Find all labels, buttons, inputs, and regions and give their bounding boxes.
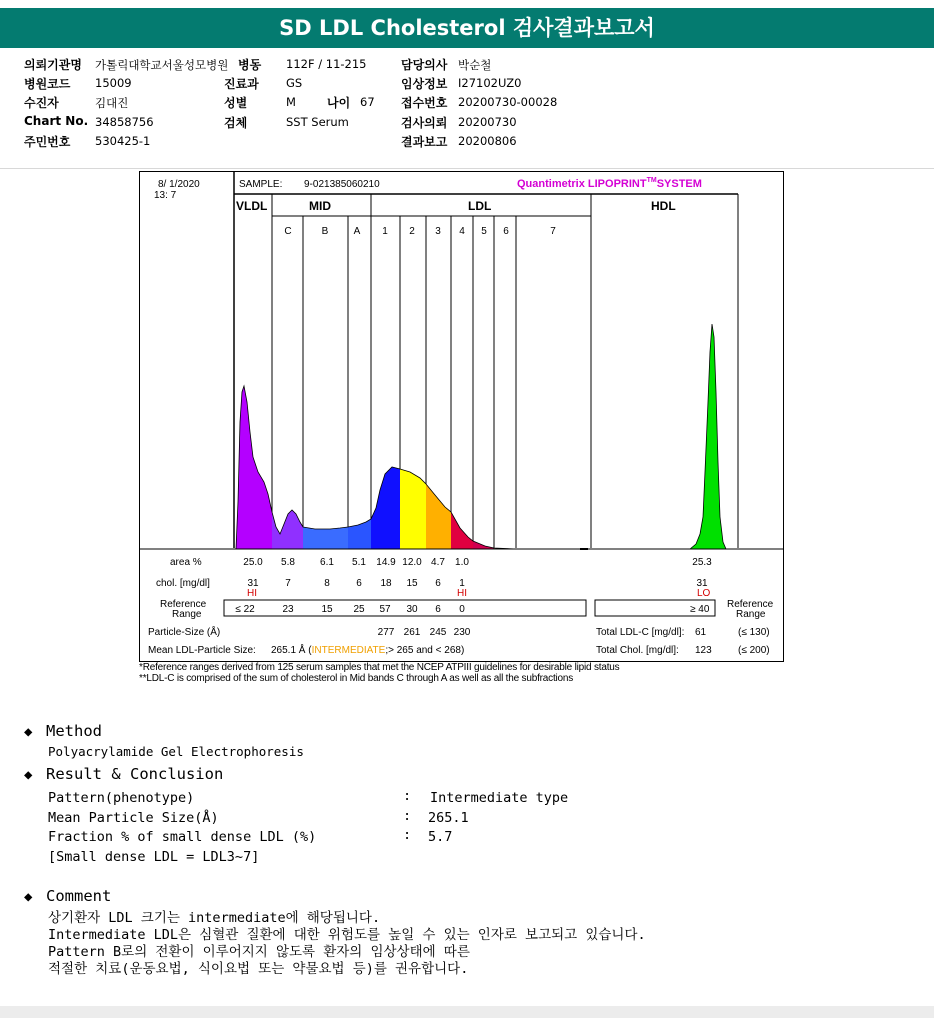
hdl-flag: LO [697,588,711,599]
result-row-value: 5.7 [428,829,453,845]
ref-value: 30 [406,604,418,615]
age-label: 나이 [327,96,351,110]
sex-label: 성별 [224,96,248,110]
area-value: 25.0 [243,557,263,568]
result-row-colon: : [403,788,412,804]
result-row-label: Mean Particle Size(Å) [48,810,219,826]
vldl-flag: HI [247,588,257,599]
particle-size-label: Particle-Size (Å) [148,627,221,638]
area-value: 5.8 [281,557,295,568]
total-chol-label: Total Chol. [mg/dl]: [596,645,679,656]
chol-value: 31 [696,578,708,589]
info-divider [0,168,934,169]
brand-name: Quantimetrix LIPOPRINT™SYSTEM [517,177,702,190]
area-value: 14.9 [376,557,396,568]
department-value: GS [286,76,303,90]
result-row-value: 265.1 [428,810,469,826]
ref-value: 57 [379,604,391,615]
chol-row-label: chol. [mg/dl] [156,578,210,589]
hdl-header: HDL [651,199,676,213]
hdl-peak [690,324,726,549]
ref-row-label: Reference [160,599,207,610]
result-row-colon: : [403,827,412,843]
chart-no-label: Chart No. [24,114,89,128]
report-date-value: 20200806 [458,134,517,148]
chol-value: 31 [247,578,259,589]
age-value: 67 [360,95,375,109]
doctor-value: 박순철 [458,58,492,72]
band-label: C [284,226,292,237]
patient-label: 수진자 [24,96,59,110]
patient-value: 김대진 [95,96,129,110]
chol-value: 18 [380,578,392,589]
ref-value: 25 [353,604,365,615]
particle-size-value: 245 [429,627,447,638]
result-row-colon: : [403,808,412,824]
hdl-ref-label: Reference [727,599,774,610]
chol-value: 6 [435,578,441,589]
area-value: 5.1 [352,557,366,568]
request-date-label: 검사의뢰 [401,116,448,130]
hospital-code-label: 병원코드 [24,77,71,91]
hospital-code-value: 15009 [95,76,132,90]
chol-value: 15 [406,578,418,589]
result-row-label: Pattern(phenotype) [48,790,195,806]
chart-date: 8/ 1/2020 [158,179,200,190]
result-heading [24,764,223,783]
band-label: 6 [503,226,509,237]
request-date-value: 20200730 [458,115,517,129]
lipoprint-chart [139,171,784,662]
band-label: 2 [409,226,415,237]
method-heading [24,721,102,740]
ref-value: 15 [321,604,333,615]
ref-value: 0 [459,604,465,615]
institution-value: 가톨릭대학교서울성모병원 [95,58,229,72]
chol-value: 7 [285,578,291,589]
band-label: 3 [435,226,441,237]
area-value: 12.0 [402,557,422,568]
bottom-bar [0,1006,934,1018]
ref-value: 6 [435,604,441,615]
band-label: A [353,226,361,237]
method-title: Method [46,722,102,740]
sample-label: SAMPLE: [239,179,283,190]
ldl-ref-box [224,600,586,616]
chol-value: 1 [459,578,465,589]
band-labels [284,226,556,237]
ldl1-peak [371,467,400,549]
area-value: 4.7 [431,557,445,568]
sample-id: 9-021385060210 [304,179,380,190]
footnote-2: **LDL-C is comprised of the sum of cholesterol in Mid bands C through A as well as all the subfractions [139,673,574,684]
report-date-label: 결과보고 [401,135,448,149]
resident-no-label: 주민번호 [24,135,71,149]
particle-size-value: 277 [377,627,395,638]
mean-size-value: 265.1 Å (INTERMEDIATE;> 265 and < 268) [271,645,465,656]
institution-label: 의뢰기관명 [24,58,82,72]
mid-a-peak [348,519,371,549]
resident-no-value: 530425-1 [95,134,151,148]
clinical-info-label: 임상정보 [401,77,448,91]
comment-title: Comment [46,887,112,905]
chol-value: 6 [356,578,362,589]
specimen-value: SST Serum [286,115,349,129]
report-title: SD LDL Cholesterol 검사결과보고서 [0,8,934,48]
hdl-ref-label-2: Range [736,609,766,620]
comment-line: 적절한 치료(운동요법, 식이요법 또는 약물요법 등)를 권유합니다. [48,961,469,977]
total-ldl-value: 61 [695,627,707,638]
total-ldl-ref: (≤ 130) [738,627,770,638]
area-value: 1.0 [455,557,469,568]
ref-value: ≤ 22 [235,604,255,615]
hdl-ref-value: ≥ 40 [690,604,710,615]
ward-label: 병동 [238,58,262,72]
mid-b-peak [303,527,348,549]
result-title: Result & Conclusion [46,765,224,783]
vldl-header: VLDL [236,199,268,213]
vldl-peak [236,386,272,549]
band-label: 4 [459,226,465,237]
method-text: Polyacrylamide Gel Electrophoresis [48,744,304,759]
area-value: 25.3 [692,557,712,568]
result-bullet-icon: ◆ [24,767,33,783]
band-label: 5 [481,226,487,237]
comment-line: Intermediate LDL은 심혈관 질환에 대한 위험도를 높일 수 있는 인자로 보고되고 있습니다. [48,927,646,943]
particle-size-value: 261 [403,627,421,638]
ref-row-label-2: Range [172,609,202,620]
total-ldl-label: Total LDL-C [mg/dl]: [596,627,685,638]
patient-info-panel [0,56,934,168]
lipoprint-graph [140,172,784,662]
chol-values [247,578,708,589]
area-row-label: area % [170,557,202,568]
chart-no-value: 34858756 [95,115,154,129]
area-value: 6.1 [320,557,334,568]
particle-size-values [378,627,471,638]
chol-value: 8 [324,578,330,589]
result-row-label: Fraction % of small dense LDL (%) [48,829,317,845]
comment-line: 상기환자 LDL 크기는 intermediate에 해당됩니다. [48,910,381,926]
mean-size-label: Mean LDL-Particle Size: [148,645,256,656]
department-label: 진료과 [224,77,259,91]
sex-value: M [286,95,296,109]
ldl-header: LDL [468,199,492,213]
area-values [243,557,712,568]
particle-size-value: 230 [453,627,471,638]
band-label: 7 [550,226,556,237]
band-label: 1 [382,226,388,237]
ref-value: 23 [282,604,294,615]
ldl-flag: HI [457,588,467,599]
receipt-no-value: 20200730-00028 [458,95,558,109]
mid-header: MID [309,199,331,213]
chart-time: 13: 7 [154,190,177,201]
method-bullet-icon: ◆ [24,724,33,740]
total-chol-value: 123 [695,645,712,656]
total-chol-ref: (≤ 200) [738,645,770,656]
footnote-1: *Reference ranges derived from 125 serum samples that met the NCEP ATPIII guidelines for desirable lipid status [139,662,620,673]
ref-values [235,604,465,615]
receipt-no-label: 접수번호 [401,96,448,110]
specimen-label: 검체 [224,116,248,130]
ldl2-peak [400,469,426,549]
result-note: [Small dense LDL = LDL3~7] [48,849,260,865]
result-row-value: Intermediate type [430,790,569,806]
ldl3-peak [426,484,451,549]
ward-value: 112F / 11-215 [286,57,367,71]
band-label: B [321,226,329,237]
comment-heading [24,886,111,905]
clinical-info-value: I27102UZ0 [458,76,522,90]
comment-line: Pattern B로의 전환이 이루어지지 않도록 환자의 임상상태에 따른 [48,944,470,960]
doctor-label: 담당의사 [401,58,448,72]
comment-bullet-icon: ◆ [24,889,33,905]
